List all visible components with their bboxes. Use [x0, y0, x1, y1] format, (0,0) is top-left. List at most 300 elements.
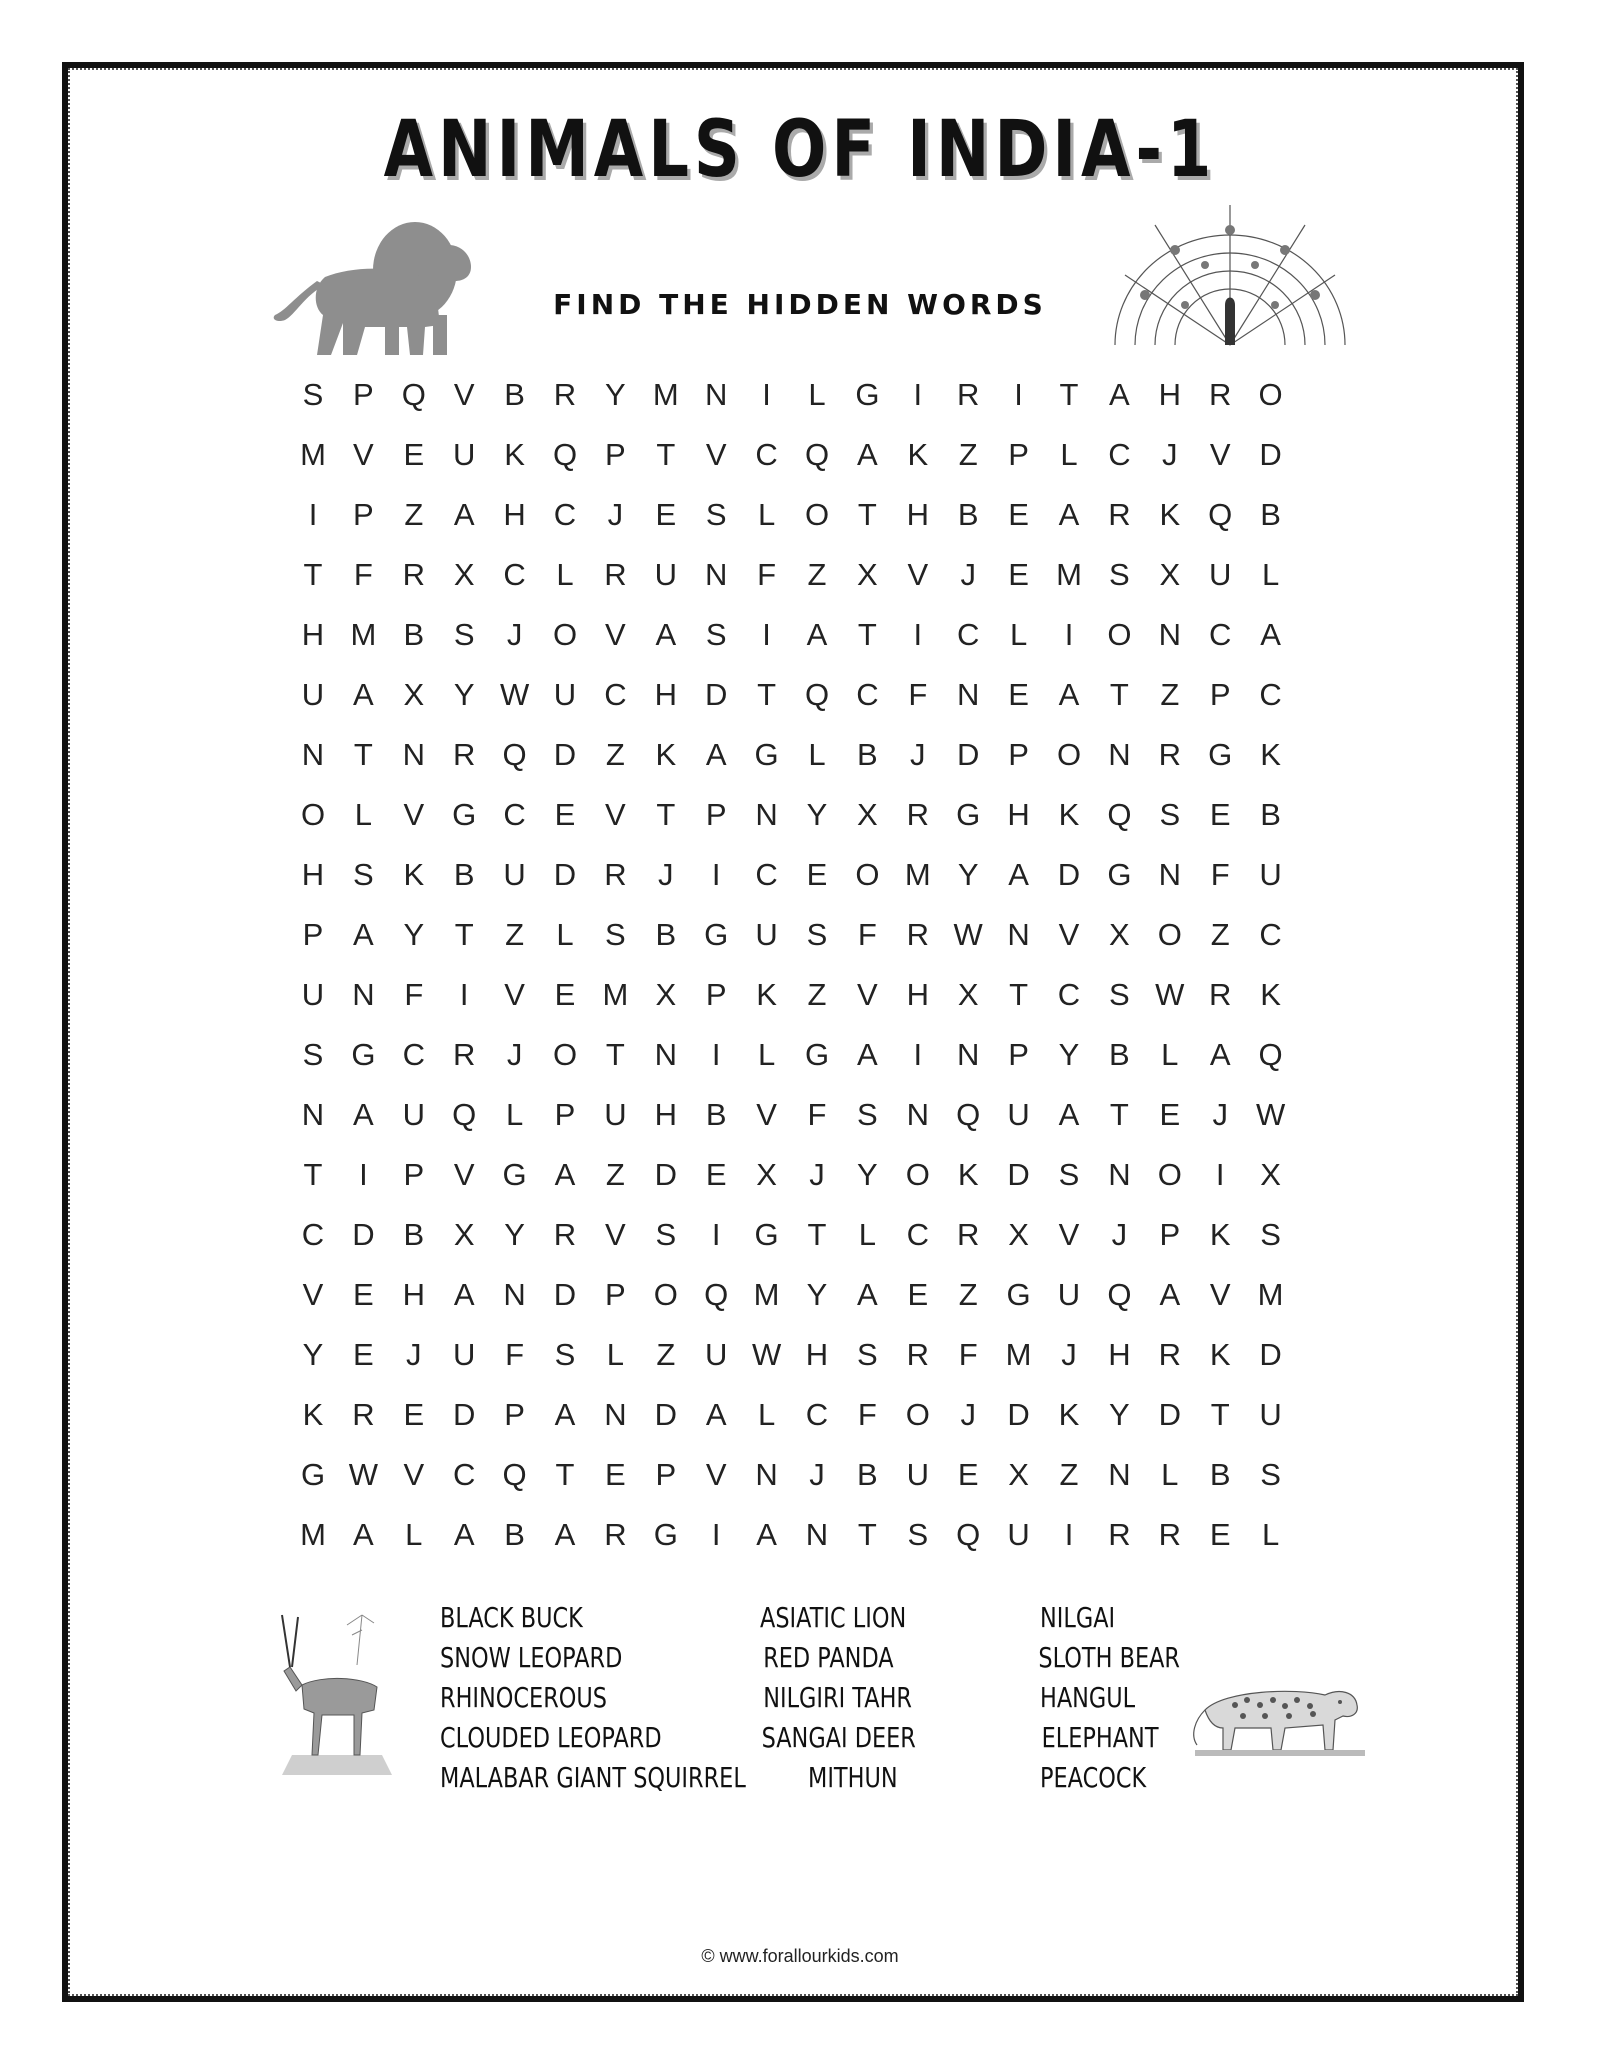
grid-letter: P: [1008, 1037, 1029, 1072]
grid-letter: U: [755, 917, 778, 952]
grid-letter: A: [756, 1517, 777, 1552]
grid-letter: O: [653, 1277, 678, 1312]
grid-letter: Y: [605, 377, 626, 412]
grid-letter: O: [552, 617, 578, 652]
grid-letter: I: [1014, 377, 1023, 412]
grid-letter: N: [1108, 1157, 1131, 1192]
grid-letter: Q: [401, 377, 426, 412]
grid-letter: C: [553, 497, 577, 532]
grid-letter: D: [352, 1217, 375, 1252]
grid-letter: W: [953, 917, 983, 952]
grid-letter: N: [1158, 617, 1181, 652]
grid-letter: V: [605, 617, 626, 652]
grid-letter: G: [754, 737, 779, 772]
grid-letter: H: [1158, 377, 1181, 412]
grid-letter: A: [705, 1397, 727, 1432]
grid-letter: O: [1157, 917, 1182, 952]
grid-letter: P: [605, 1277, 626, 1312]
grid-letter: C: [755, 437, 778, 472]
grid-letter: S: [655, 1217, 677, 1252]
grid-letter: B: [403, 1217, 425, 1252]
grid-letter: A: [453, 1517, 475, 1552]
grid-letter: Y: [453, 677, 475, 712]
peacock-icon: [1105, 195, 1355, 355]
word-item: NILGAI: [1040, 1601, 1116, 1634]
grid-letter: L: [757, 497, 776, 532]
grid-letter: S: [857, 1097, 878, 1132]
grid-letter: A: [1260, 617, 1281, 652]
grid-letter: A: [453, 1277, 475, 1312]
grid-letter: D: [553, 737, 577, 772]
grid-letter: L: [505, 1097, 524, 1132]
grid-letter: L: [405, 1517, 423, 1552]
grid-letter: W: [751, 1337, 782, 1372]
grid-letter: Q: [502, 1457, 527, 1492]
grid-letter: T: [1109, 677, 1129, 712]
grid-letter: G: [351, 1037, 376, 1072]
word-item: PEACOCK: [1040, 1761, 1147, 1794]
grid-letter: G: [1208, 737, 1233, 772]
grid-letter: T: [1109, 1097, 1129, 1132]
grid-letter: Z: [807, 557, 827, 592]
grid-letter: L: [858, 1217, 877, 1252]
grid-letter: I: [1064, 1517, 1074, 1552]
grid-letter: U: [1057, 1277, 1081, 1312]
grid-letter: M: [904, 857, 931, 892]
grid-letter: Y: [1058, 1037, 1080, 1072]
grid-letter: O: [905, 1397, 930, 1432]
grid-letter: Y: [403, 917, 425, 952]
grid-letter: T: [757, 677, 777, 712]
grid-letter: I: [711, 1037, 721, 1072]
grid-letter: D: [1158, 1397, 1181, 1432]
grid-letter: D: [1057, 857, 1081, 892]
grid-letter: M: [753, 1277, 780, 1312]
grid-letter: O: [804, 497, 830, 532]
grid-row: [293, 847, 1313, 907]
grid-letter: V: [1209, 437, 1231, 472]
grid-letter: W: [348, 1457, 379, 1492]
grid-letter: F: [857, 1397, 877, 1432]
grid-letter: U: [1007, 1517, 1030, 1552]
grid-letter: A: [857, 1037, 878, 1072]
grid-letter: U: [402, 1097, 425, 1132]
grid-letter: Z: [958, 1277, 978, 1312]
grid-letter: V: [907, 557, 929, 592]
grid-letter: K: [1209, 1217, 1231, 1252]
grid-letter: S: [605, 917, 626, 952]
page-title: ANIMALS OF INDIA-1: [383, 105, 1217, 195]
grid-letter: S: [857, 1337, 878, 1372]
grid-letter: V: [1209, 1277, 1231, 1312]
grid-letter: J: [960, 557, 976, 592]
grid-letter: U: [1259, 857, 1282, 892]
grid-letter: V: [453, 377, 475, 412]
grid-letter: R: [402, 557, 425, 592]
grid-row: [293, 607, 1313, 667]
grid-letter: M: [602, 977, 629, 1012]
grid-letter: K: [1058, 1397, 1080, 1432]
grid-row: [293, 367, 1313, 427]
grid-letter: L: [606, 1337, 625, 1372]
grid-letter: I: [913, 1037, 923, 1072]
grid-letter: X: [1109, 917, 1130, 952]
grid-letter: X: [1260, 1157, 1281, 1192]
grid-letter: E: [1008, 497, 1029, 532]
grid-letter: K: [957, 1157, 979, 1192]
grid-letter: R: [1158, 1337, 1181, 1372]
word-list-column-3: [1040, 1598, 1180, 1798]
grid-letter: E: [403, 1397, 425, 1432]
grid-letter: O: [300, 797, 326, 832]
grid-letter: Z: [1059, 1457, 1079, 1492]
grid-letter: G: [704, 917, 729, 952]
grid-letter: Q: [704, 1277, 729, 1312]
grid-letter: R: [452, 1037, 476, 1072]
grid-letter: K: [302, 1397, 324, 1432]
grid-letter: D: [1007, 1157, 1030, 1192]
grid-letter: N: [704, 377, 728, 412]
grid-letter: E: [353, 1337, 374, 1372]
grid-letter: R: [906, 917, 929, 952]
grid-letter: H: [301, 617, 325, 652]
grid-letter: V: [857, 977, 878, 1012]
grid-letter: H: [654, 1097, 677, 1132]
grid-letter: A: [353, 917, 374, 952]
grid-letter: V: [605, 1217, 626, 1252]
word-search-grid: [293, 367, 1313, 1567]
grid-letter: A: [353, 677, 374, 712]
grid-letter: F: [807, 1097, 827, 1132]
grid-letter: C: [906, 1217, 929, 1252]
grid-letter: Y: [504, 1217, 525, 1252]
grid-letter: T: [807, 1217, 827, 1252]
grid-letter: A: [1058, 677, 1080, 712]
grid-letter: S: [1260, 1217, 1281, 1252]
grid-letter: Q: [552, 437, 578, 472]
grid-letter: L: [1161, 1457, 1179, 1492]
grid-row: [293, 1387, 1313, 1447]
grid-letter: I: [459, 977, 469, 1012]
grid-letter: N: [1108, 737, 1131, 772]
grid-row: [293, 1087, 1313, 1147]
grid-letter: Q: [956, 1097, 981, 1132]
grid-letter: B: [1260, 497, 1281, 532]
grid-letter: L: [757, 1397, 776, 1432]
grid-letter: R: [452, 737, 476, 772]
grid-letter: N: [956, 1037, 980, 1072]
grid-letter: J: [658, 857, 674, 892]
grid-letter: B: [705, 1097, 727, 1132]
grid-letter: I: [711, 1517, 721, 1552]
grid-letter: H: [906, 977, 929, 1012]
grid-letter: A: [1109, 377, 1130, 412]
grid-letter: H: [654, 677, 677, 712]
grid-letter: V: [453, 1157, 475, 1192]
grid-row: [293, 967, 1313, 1027]
grid-letter: S: [806, 917, 828, 952]
grid-letter: K: [1260, 737, 1281, 772]
grid-letter: V: [1058, 1217, 1080, 1252]
grid-letter: B: [504, 377, 525, 412]
grid-letter: N: [604, 1397, 627, 1432]
grid-letter: G: [653, 1517, 678, 1552]
word-item: ASIATIC LION: [760, 1601, 907, 1634]
grid-letter: Q: [804, 437, 830, 472]
grid-letter: A: [857, 437, 878, 472]
grid-letter: I: [359, 1157, 368, 1192]
grid-letter: A: [353, 1097, 374, 1132]
grid-row: [293, 547, 1313, 607]
grid-letter: B: [1109, 1037, 1130, 1072]
grid-letter: Z: [807, 977, 827, 1012]
grid-letter: J: [506, 617, 523, 652]
grid-letter: H: [805, 1337, 829, 1372]
grid-letter: K: [655, 737, 677, 772]
grid-letter: W: [499, 677, 530, 712]
grid-letter: L: [354, 797, 373, 832]
grid-row: [293, 907, 1313, 967]
grid-letter: X: [1008, 1457, 1029, 1492]
grid-letter: N: [402, 737, 425, 772]
grid-letter: J: [1162, 437, 1178, 472]
grid-letter: G: [502, 1157, 527, 1192]
grid-letter: U: [1259, 1397, 1282, 1432]
grid-letter: N: [301, 1097, 325, 1132]
grid-letter: O: [1157, 1157, 1182, 1192]
grid-letter: K: [1159, 497, 1181, 532]
grid-letter: J: [1111, 1217, 1128, 1252]
grid-letter: Q: [1107, 1277, 1132, 1312]
grid-letter: V: [403, 797, 425, 832]
grid-letter: E: [907, 1277, 929, 1312]
grid-letter: A: [1058, 497, 1080, 532]
grid-letter: Q: [502, 737, 527, 772]
grid-letter: P: [504, 1397, 525, 1432]
grid-letter: D: [654, 1157, 677, 1192]
grid-row: [293, 1147, 1313, 1207]
grid-letter: X: [655, 977, 677, 1012]
grid-letter: C: [805, 1397, 829, 1432]
grid-letter: N: [755, 797, 778, 832]
grid-letter: A: [857, 1277, 878, 1312]
grid-letter: A: [554, 1157, 576, 1192]
grid-letter: A: [806, 617, 828, 652]
grid-letter: A: [353, 1517, 374, 1552]
grid-letter: S: [302, 377, 324, 412]
grid-letter: N: [956, 677, 980, 712]
grid-letter: W: [1255, 1097, 1286, 1132]
grid-letter: C: [856, 677, 879, 712]
grid-row: [293, 787, 1313, 847]
grid-letter: H: [301, 857, 325, 892]
grid-letter: X: [453, 557, 475, 592]
grid-letter: Q: [956, 1517, 981, 1552]
grid-letter: C: [1259, 677, 1282, 712]
word-item: RED PANDA: [763, 1641, 894, 1674]
grid-letter: R: [906, 797, 929, 832]
grid-letter: E: [1008, 557, 1029, 592]
grid-letter: E: [353, 1277, 374, 1312]
grid-letter: C: [1259, 917, 1282, 952]
grid-letter: P: [1008, 437, 1029, 472]
grid-letter: B: [504, 1517, 525, 1552]
grid-letter: R: [1208, 377, 1232, 412]
grid-letter: N: [906, 1097, 929, 1132]
grid-letter: Y: [302, 1337, 324, 1372]
grid-letter: M: [300, 1517, 326, 1552]
grid-letter: R: [956, 1217, 980, 1252]
grid-letter: X: [857, 797, 878, 832]
grid-letter: F: [757, 557, 777, 592]
grid-letter: C: [1057, 977, 1081, 1012]
grid-letter: H: [402, 1277, 425, 1312]
grid-letter: F: [958, 1337, 978, 1372]
word-item: NILGIRI TAHR: [763, 1681, 912, 1714]
grid-letter: T: [1059, 377, 1079, 412]
grid-letter: Y: [857, 1157, 878, 1192]
grid-letter: J: [910, 737, 926, 772]
grid-letter: Z: [1160, 677, 1180, 712]
grid-letter: Q: [452, 1097, 477, 1132]
grid-letter: D: [654, 1397, 677, 1432]
grid-letter: M: [1056, 557, 1082, 592]
grid-letter: P: [554, 1097, 576, 1132]
grid-letter: Q: [1208, 497, 1233, 532]
grid-letter: G: [452, 797, 477, 832]
grid-letter: S: [1159, 797, 1181, 832]
grid-letter: B: [453, 857, 475, 892]
grid-letter: P: [705, 797, 727, 832]
grid-letter: K: [504, 437, 525, 472]
grid-letter: D: [956, 737, 980, 772]
word-item: SANGAI DEER: [761, 1721, 916, 1754]
grid-letter: U: [1208, 557, 1232, 592]
grid-letter: C: [301, 1217, 325, 1252]
grid-row: [293, 727, 1313, 787]
grid-letter: T: [353, 737, 373, 772]
grid-letter: Y: [957, 857, 979, 892]
grid-letter: S: [302, 1037, 324, 1072]
grid-letter: C: [604, 677, 627, 712]
grid-letter: A: [453, 497, 475, 532]
grid-letter: X: [453, 1217, 475, 1252]
grid-letter: N: [805, 1517, 829, 1552]
grid-letter: T: [857, 497, 877, 532]
page-subtitle: FIND THE HIDDEN WORDS: [553, 288, 1047, 321]
grid-letter: S: [705, 497, 727, 532]
grid-letter: I: [1064, 617, 1074, 652]
grid-letter: T: [857, 617, 877, 652]
grid-letter: A: [705, 737, 727, 772]
grid-letter: N: [1007, 917, 1030, 952]
grid-letter: G: [804, 1037, 830, 1072]
grid-letter: N: [503, 1277, 526, 1312]
grid-letter: H: [503, 497, 526, 532]
grid-letter: B: [655, 917, 677, 952]
grid-letter: Z: [505, 917, 525, 952]
grid-letter: I: [913, 377, 923, 412]
grid-letter: V: [1058, 917, 1080, 952]
grid-letter: G: [300, 1457, 326, 1492]
grid-letter: T: [303, 557, 323, 592]
grid-letter: O: [1107, 617, 1132, 652]
grid-letter: R: [604, 557, 627, 592]
grid-letter: D: [452, 1397, 476, 1432]
word-item: MALABAR GIANT SQUIRREL: [440, 1761, 746, 1794]
grid-letter: P: [1159, 1217, 1181, 1252]
grid-letter: R: [604, 857, 627, 892]
grid-letter: F: [404, 977, 424, 1012]
grid-letter: E: [1209, 797, 1231, 832]
grid-letter: K: [1058, 797, 1080, 832]
grid-letter: J: [1212, 1097, 1228, 1132]
grid-letter: L: [1161, 1037, 1179, 1072]
grid-letter: N: [1108, 1457, 1131, 1492]
grid-letter: R: [604, 1517, 627, 1552]
grid-letter: C: [503, 557, 526, 592]
word-item: ELEPHANT: [1041, 1721, 1159, 1754]
grid-letter: S: [1260, 1457, 1281, 1492]
grid-letter: T: [656, 797, 676, 832]
grid-letter: F: [353, 557, 373, 592]
grid-letter: M: [1005, 1337, 1032, 1372]
grid-letter: R: [906, 1337, 929, 1372]
grid-letter: T: [1210, 1397, 1230, 1432]
grid-letter: U: [301, 977, 325, 1012]
grid-letter: S: [1109, 977, 1130, 1012]
word-item: MITHUN: [808, 1761, 898, 1794]
grid-letter: E: [554, 977, 576, 1012]
grid-letter: L: [556, 557, 574, 592]
grid-letter: E: [1209, 1517, 1231, 1552]
grid-letter: L: [757, 1037, 776, 1072]
grid-row: [293, 1207, 1313, 1267]
grid-letter: D: [1259, 1337, 1282, 1372]
grid-letter: Z: [1210, 917, 1230, 952]
grid-letter: T: [555, 1457, 575, 1492]
grid-letter: E: [705, 1157, 727, 1192]
grid-row: [293, 667, 1313, 727]
grid-letter: T: [454, 917, 474, 952]
grid-letter: C: [503, 797, 526, 832]
grid-letter: I: [308, 497, 318, 532]
grid-letter: W: [1155, 977, 1185, 1012]
grid-letter: F: [908, 677, 928, 712]
grid-letter: C: [956, 617, 980, 652]
grid-letter: N: [704, 557, 728, 592]
grid-letter: E: [655, 497, 677, 532]
leopard-icon: [1185, 1650, 1365, 1760]
grid-letter: K: [1260, 977, 1281, 1012]
grid-letter: D: [1007, 1397, 1030, 1432]
grid-letter: T: [605, 1037, 625, 1072]
footer-copyright: © www.forallourkids.com: [701, 1946, 899, 1966]
word-item: RHINOCEROUS: [440, 1681, 608, 1714]
grid-letter: E: [1159, 1097, 1181, 1132]
grid-letter: K: [756, 977, 777, 1012]
grid-letter: R: [1108, 1517, 1131, 1552]
grid-letter: B: [857, 737, 878, 772]
grid-letter: Z: [656, 1337, 676, 1372]
grid-letter: P: [353, 497, 374, 532]
grid-letter: H: [1007, 797, 1030, 832]
grid-letter: L: [1060, 437, 1078, 472]
grid-letter: X: [403, 677, 425, 712]
grid-letter: C: [452, 1457, 476, 1492]
grid-letter: E: [806, 857, 828, 892]
word-list-column-1: [440, 1598, 746, 1798]
